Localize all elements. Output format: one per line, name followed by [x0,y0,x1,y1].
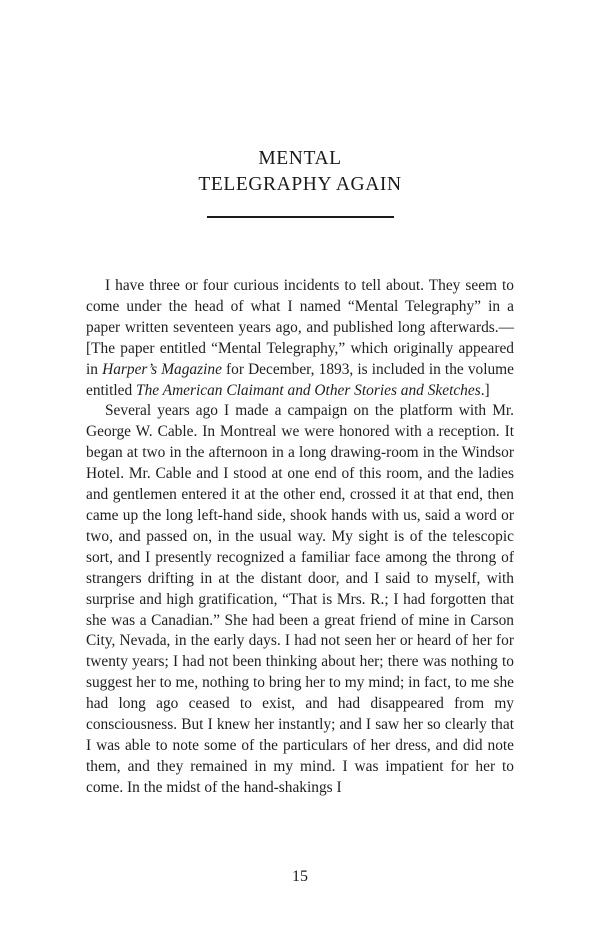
italic-text: The American Claimant and Other Stories and Sketches [136,381,481,399]
paragraph-text: I have three or four curious incidents to tell about. They seem to come under the head of what I named “Mental Telegraphy” in a paper written seventeen years ago, and published long afterwards.—[The paper entitled “Mental Telegraphy,” which originally appeared in [86,277,514,378]
paragraph [86,401,514,798]
paragraph-text: .] [480,381,490,399]
chapter-title-line-2: TELEGRAPHY AGAIN [198,174,402,195]
page-number: 15 [292,868,308,885]
body-text [86,276,514,799]
italic-text: Harper’s Magazine [102,360,222,378]
title-divider [207,216,394,218]
chapter-title [0,146,600,198]
chapter-title-line-1: MENTAL [258,148,342,169]
paragraph [86,276,514,401]
paragraph-text: Several years ago I made a campaign on the platform with Mr. George W. Cable. In Montreal we were honored with a reception. It began at two in the afternoon in a long drawing-room in the Windsor Hotel. Mr. Cable and I stood at one end of this room, and the ladies and gentlemen entered it at the other end, crossed it at that end, then came up the long left-hand side, shook hands with us, said a word or two, and passed on, in the usual way. My sight is of the telescopic sort, and I presently recognized a familiar face among the throng of strangers drifting in at the distant door, and I said to myself, with surprise and high gratification, “That is Mrs. R.; I had forgotten that she was a Canadian.” She had been a great friend of mine in Carson City, Nevada, in the early days. I had not seen her or heard of her for twenty years; I had not been thinking about her; there was nothing to suggest her to me, nothing to bring her to my mind; in fact, to me she had long ago ceased to exist, and had disappeared from my consciousness. But I knew her instantly; and I saw her so clearly that I was able to note some of the particulars of her dress, and did note them, and they remained in my mind. I was impatient for her to come. In the midst of the hand-shakings I [86,402,514,796]
paragraph-text: for December, 1893, is included in the volume entitled [86,360,514,399]
